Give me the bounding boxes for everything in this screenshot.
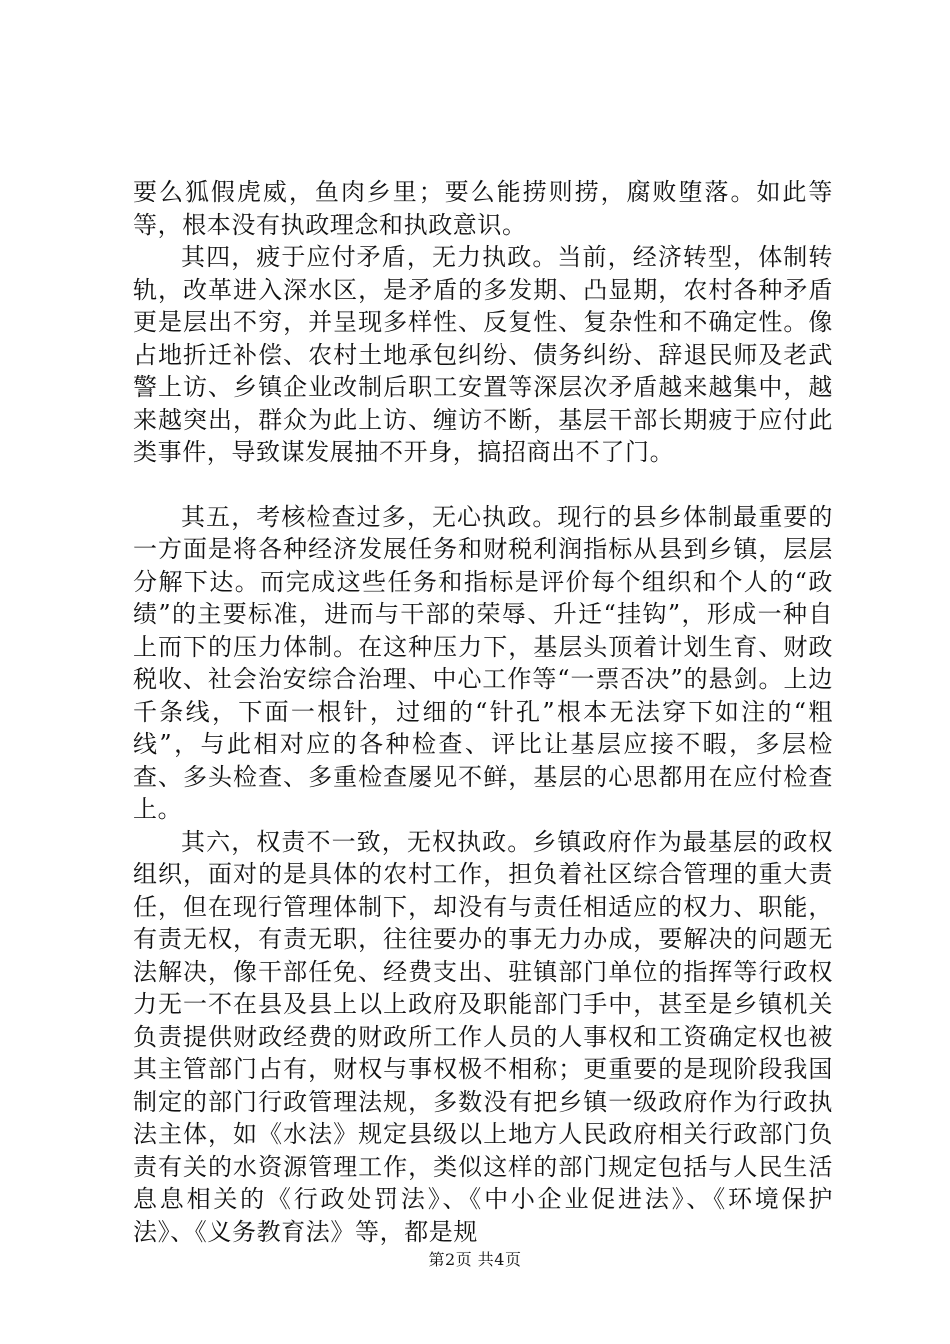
document-body [133,176,833,1248]
paragraph-continued: 要么狐假虎威，鱼肉乡里；要么能捞则捞，腐败堕落。如此等等，根本没有执政理念和执政意识。 [133,178,833,239]
paragraph-item-five: 其五，考核检查过多，无心执政。现行的县乡体制最重要的一方面是将各种经济发展任务和财税利润指标从县到乡镇，层层分解下达。而完成这些任务和指标是评价每个组织和个人的“政绩”的主要标准，进而与干部的荣辱、升迁“挂钩”，形成一种自上而下的压力体制。在这种压力下，基层头顶着计划生育、财政税收、社会治安综合治理、中心工作等“一票否决”的悬剑。上边千条线，下面一根针，过细的“针孔”根本无法穿下如注的“粗线”，与此相对应的各种检查、评比让基层应接不暇，多层检查、多头检查、多重检查屡见不鲜，基层的心思都用在应付检查上。 [133,502,833,823]
paragraph-item-four: 其四，疲于应付矛盾，无力执政。当前，经济转型，体制转轨，改革进入深水区，是矛盾的多发期、凸显期，农村各种矛盾更是层出不穷，并呈现多样性、反复性、复杂性和不确定性。像占地折迁补偿、农村土地承包纠纷、债务纠纷、辞退民师及老武警上访、乡镇企业改制后职工安置等深层次矛盾越来越集中，越来越突出，群众为此上访、缠访不断，基层干部长期疲于应付此类事件，导致谋发展抽不开身，搞招商出不了门。 [133,243,833,466]
page-number-footer: 第2页 共4页 [428,1250,522,1269]
paragraph-item-six: 其六，权责不一致，无权执政。乡镇政府作为最基层的政权组织，面对的是具体的农村工作，担负着社区综合管理的重大责任，但在现行管理体制下，却没有与责任相适应的权力、职能，有责无权，有责无职，往往要办的事无力办成，要解决的问题无法解决，像干部任免、经费支出、驻镇部门单位的指挥等行政权力无一不在县及县上以上政府及职能部门手中，甚至是乡镇机关负责提供财政经费的财政所工作人员的人事权和工资确定权也被其主管部门占有，财权与事权极不相称；更重要的是现阶段我国制定的部门行政管理法规，多数没有把乡镇一级政府作为行政执法主体，如《水法》规定县级以上地方人民政府相关行政部门负责有关的水资源管理工作，类似这样的部门规定包括与人民生活息息相关的《行政处罚法》、《中小企业促进法》、《环境保护法》、《义务教育法》等，都是规 [133,827,833,1246]
